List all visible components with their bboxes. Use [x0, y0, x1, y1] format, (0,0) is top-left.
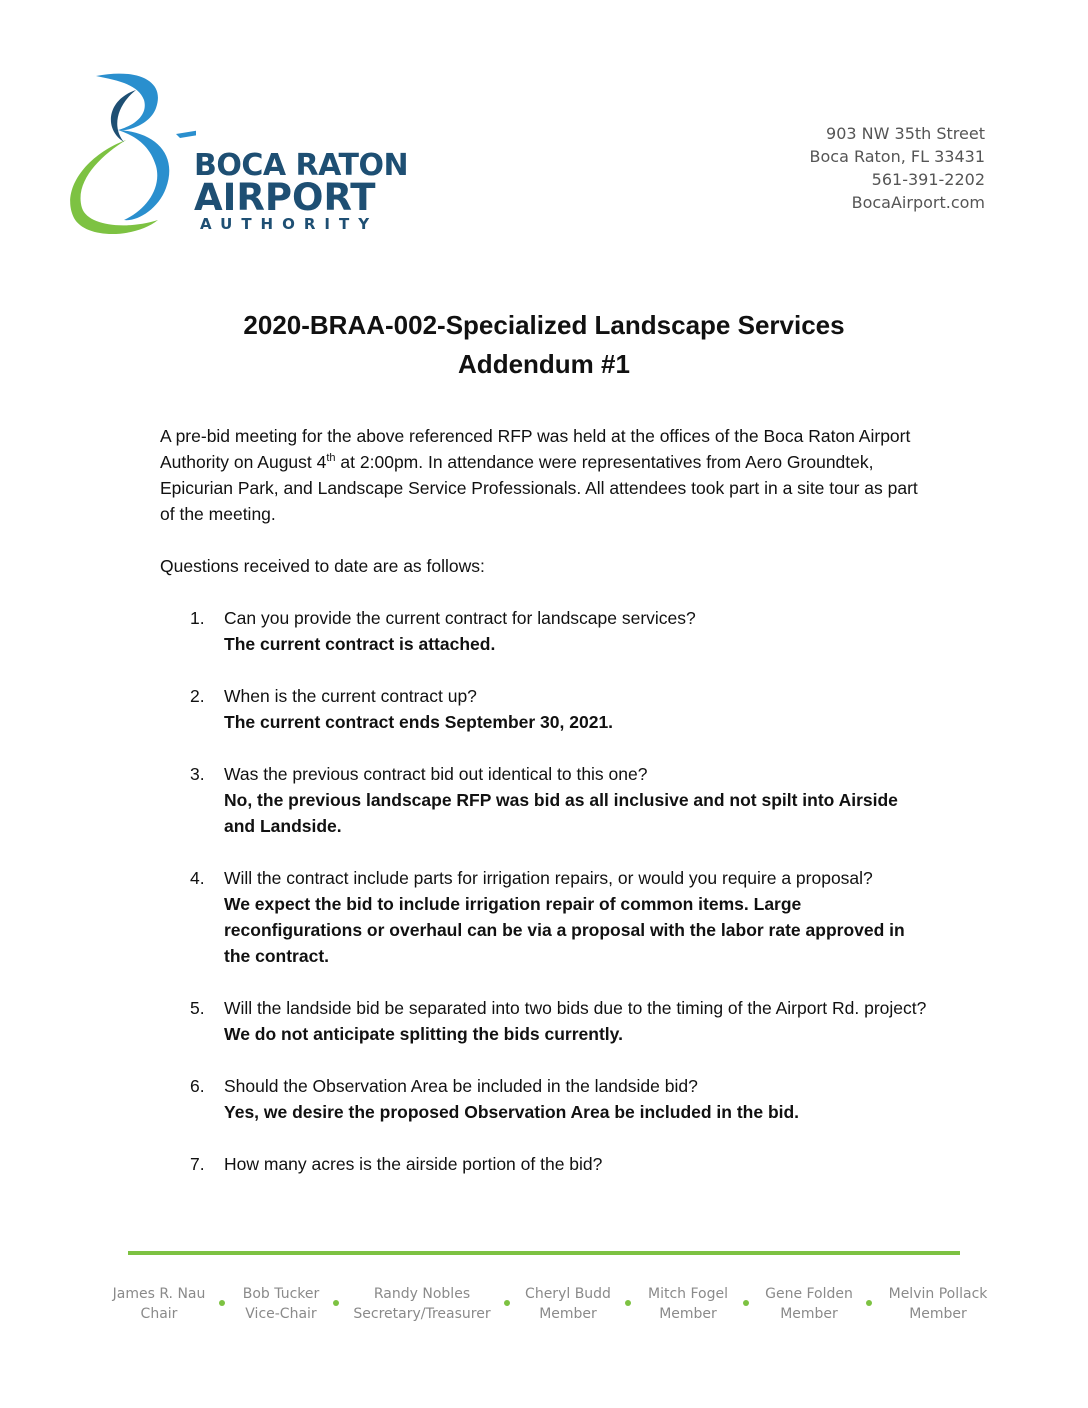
- question-item: [190, 1151, 930, 1177]
- logo-text-boca-raton: BOCA RATON: [194, 148, 409, 183]
- answer-text: Yes, we desire the proposed Observation Area be included in the bid.: [224, 1102, 800, 1122]
- member-role: Member: [780, 1306, 838, 1322]
- answer-text: No, the previous landscape RFP was bid as all inclusive and not spilt into Airside and Landside.: [224, 790, 898, 836]
- answer-text: The current contract is attached.: [224, 634, 496, 654]
- member-role: Member: [539, 1306, 597, 1322]
- board-member: [889, 1284, 988, 1324]
- questions-intro: Questions received to date are as follows:: [160, 556, 485, 576]
- address-website: BocaAirport.com: [851, 193, 985, 212]
- member-name: Melvin Pollack: [888, 1286, 988, 1302]
- separator-dot-icon: [625, 1300, 631, 1306]
- question-number: 6.: [190, 1076, 205, 1096]
- board-member: [765, 1284, 853, 1324]
- member-name: Mitch Fogel: [648, 1286, 728, 1302]
- intro-text-end: at 2:00pm. In attendance were representatives from Aero Groundtek, Epicurian Park, and Landscape Service Professionals. All attendees took part in a site tour as part of the meeting.: [160, 452, 918, 524]
- board-member: [648, 1284, 728, 1324]
- board-members-footer: [0, 1284, 1088, 1334]
- answer-text: We do not anticipate splitting the bids currently.: [224, 1024, 623, 1044]
- separator-dot-icon: [333, 1300, 339, 1306]
- document-title: 2020-BRAA-002-Specialized Landscape Services: [243, 310, 845, 340]
- separator-dot-icon: [743, 1300, 749, 1306]
- member-role: Chair: [140, 1306, 178, 1322]
- member-name: Randy Nobles: [373, 1286, 471, 1302]
- question-text: Should the Observation Area be included in the landside bid?: [224, 1076, 698, 1096]
- logo-text-authority: AUTHORITY: [200, 215, 379, 233]
- footer-divider: [128, 1251, 960, 1255]
- address-phone: 561-391-2202: [871, 170, 985, 189]
- member-name: James R. Nau: [112, 1286, 206, 1302]
- member-role: Member: [909, 1306, 967, 1322]
- question-number: 2.: [190, 686, 205, 706]
- question-text: Can you provide the current contract for landscape services?: [224, 608, 696, 628]
- questions-list: [190, 605, 930, 1203]
- question-number: 1.: [190, 608, 205, 628]
- address-block: [810, 122, 986, 214]
- question-text: How many acres is the airside portion of the bid?: [224, 1154, 603, 1174]
- board-member: [243, 1284, 319, 1324]
- member-role: Secretary/Treasurer: [353, 1306, 491, 1322]
- logo-text-airport: AIRPORT: [194, 176, 376, 219]
- question-item: [190, 1073, 930, 1125]
- question-text: Will the contract include parts for irrigation repairs, or would you require a proposal?: [224, 868, 873, 888]
- answer-text: The current contract ends September 30, 2021.: [224, 712, 614, 732]
- question-item: [190, 761, 930, 839]
- member-name: Cheryl Budd: [525, 1286, 611, 1302]
- separator-dot-icon: [219, 1300, 225, 1306]
- member-name: Bob Tucker: [242, 1286, 320, 1302]
- question-number: 5.: [190, 998, 205, 1018]
- member-role: Vice-Chair: [245, 1306, 317, 1322]
- question-item: [190, 865, 930, 969]
- board-member: [113, 1284, 206, 1324]
- logo-mark-icon: [66, 70, 196, 240]
- question-text: When is the current contract up?: [224, 686, 477, 706]
- address-city: Boca Raton, FL 33431: [809, 147, 985, 166]
- address-street: 903 NW 35th Street: [826, 124, 985, 143]
- board-member: [525, 1284, 611, 1324]
- question-number: 7.: [190, 1154, 205, 1174]
- intro-paragraph: [160, 423, 920, 527]
- question-text: Will the landside bid be separated into two bids due to the timing of the Airport Rd. project?: [224, 998, 927, 1018]
- question-item: [190, 995, 930, 1047]
- intro-text-start: A pre-bid meeting for the above referenced RFP was held at the offices of the Boca Raton Airport Authority on August 4: [160, 426, 911, 472]
- member-name: Gene Folden: [765, 1286, 853, 1302]
- separator-dot-icon: [504, 1300, 510, 1306]
- question-item: [190, 683, 930, 735]
- intro-superscript: th: [326, 452, 336, 465]
- boca-raton-airport-authority-logo: [66, 70, 409, 240]
- question-item: [190, 605, 930, 657]
- question-number: 3.: [190, 764, 205, 784]
- answer-text: We expect the bid to include irrigation repair of common items. Large reconfigurations or overhaul can be via a proposal with the labor rate approved in the contract.: [224, 894, 905, 966]
- document-subtitle: Addendum #1: [458, 349, 630, 379]
- board-member: [353, 1284, 490, 1324]
- question-text: Was the previous contract bid out identical to this one?: [224, 764, 648, 784]
- separator-dot-icon: [866, 1300, 872, 1306]
- member-role: Member: [659, 1306, 717, 1322]
- question-number: 4.: [190, 868, 205, 888]
